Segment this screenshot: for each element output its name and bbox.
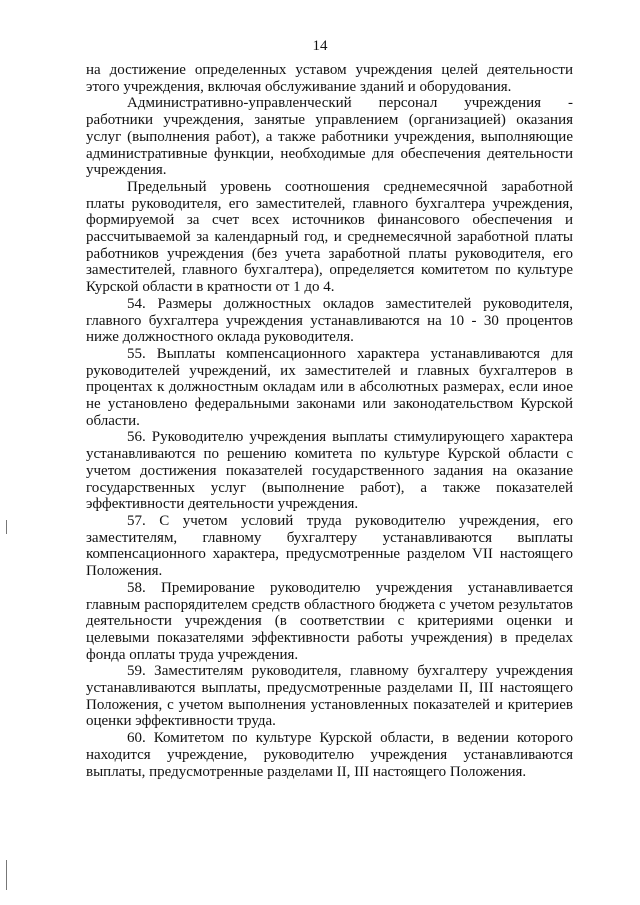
paragraph-55: 55. Выплаты компенсационного характера устанавливаются для руководителей учреждений, их заместителей и главных бухгалтеров в процентах к должностным окладам или в абсолютных размерах, если иное не установлено федеральными законами или законодательством Курской области. bbox=[86, 345, 573, 429]
page-number: 14 bbox=[312, 38, 328, 54]
document-body bbox=[86, 62, 573, 780]
scan-edge-mark bbox=[6, 860, 7, 890]
paragraph-60: 60. Комитетом по культуре Курской области, в ведении которого находится учреждение, руководителю учреждения устанавливаются выплаты, предусмотренные разделами II, III настоящего Положения. bbox=[86, 730, 573, 780]
paragraph-57: 57. С учетом условий труда руководителю учреждения, его заместителям, главному бухгалтеру устанавливаются выплаты компенсационного характера, предусмотренные разделом VII настоящего Положения. bbox=[86, 512, 573, 580]
paragraph-continuation: на достижение определенных уставом учреждения целей деятельности этого учреждения, включая обслуживание зданий и оборудования. bbox=[86, 62, 573, 95]
paragraph-54: 54. Размеры должностных окладов заместителей руководителя, главного бухгалтера учреждения устанавливаются на 10 - 30 процентов ниже должностного оклада руководителя. bbox=[86, 295, 573, 346]
paragraph-admin-staff: Административно-управленческий персонал учреждения - работники учреждения, занятые управлением (организацией) оказания услуг (выполнения работ), а также работники учреждения, выполняющие административные функции, необходимые для обеспечения деятельности учреждения. bbox=[86, 95, 573, 179]
paragraph-58: 58. Премирование руководителю учреждения устанавливается главным распорядителем средств областного бюджета с учетом результатов деятельности учреждения (в соответствии с критериями оценки и целевыми показателями эффективности работы учреждения) в пределах фонда оплаты труда учреждения. bbox=[86, 579, 573, 663]
scan-edge-mark bbox=[6, 520, 7, 534]
paragraph-salary-ratio: Предельный уровень соотношения среднемесячной заработной платы руководителя, его заместителей, главного бухгалтера учреждения, формируемой за счет всех источников финансового обеспечения и рассчитываемой за календарный год, и среднемесячной заработной платы работников учреждения (без учета заработной платы руководителя, его заместителей, главного бухгалтера), определяется комитетом по культуре Курской области в кратности от 1 до 4. bbox=[86, 178, 573, 296]
paragraph-59: 59. Заместителям руководителя, главному бухгалтеру учреждения устанавливаются выплаты, предусмотренные разделами II, III настоящего Положения, с учетом выполнения установленных показателей и критериев оценки эффективности труда. bbox=[86, 663, 573, 730]
paragraph-56: 56. Руководителю учреждения выплаты стимулирующего характера устанавливаются по решению комитета по культуре Курской области с учетом достижения показателей государственного задания на оказание государственных услуг (выполнение работ), а также показателей эффективности деятельности учреждения. bbox=[86, 429, 573, 513]
